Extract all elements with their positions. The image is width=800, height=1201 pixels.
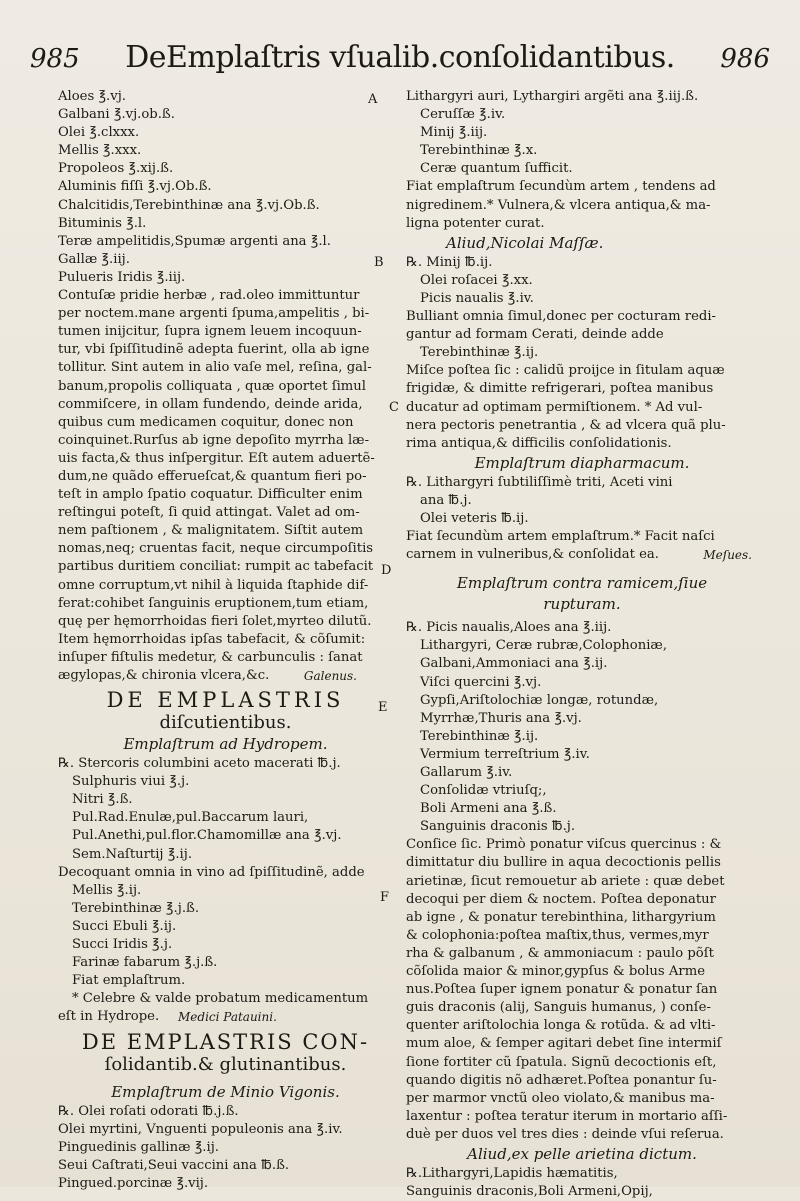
- text-line: quando digitis nõ adhæret.Poſtea ponantur ſu-: [406, 1072, 717, 1088]
- text-line: omne corruptum,vt nihil à liquida ſtaphide dif-: [58, 577, 369, 593]
- running-title: DeEmplaſtris vſualib.conſolidantibus.: [125, 40, 675, 75]
- text-line: Lithargyri auri, Lythargiri argẽti ana ℥.iij.ß.: [406, 89, 699, 104]
- source-mesues: Meſues.: [703, 548, 752, 563]
- text-line: Fiat emplaſtrum.: [72, 973, 186, 989]
- text-line: gantur ad formam Cerati, deinde adde: [406, 327, 664, 343]
- text-line: frigidæ, & dimitte refrigerari, poſtea manibus: [406, 381, 714, 397]
- section-heading-emplastris: DE EMPLASTRIS: [106, 688, 345, 713]
- text-line: Terebinthinæ ℥.x.: [420, 143, 538, 159]
- margin-letter-d: D: [381, 563, 392, 578]
- text-line: Galbani,Ammoniaci ana ℥.ij.: [420, 656, 608, 672]
- recipe-title-minio: Emplaſtrum de Minio Vigonis.: [111, 1082, 340, 1101]
- text-line: decoqui per diem & noctem. Poſtea deponatur: [406, 891, 716, 907]
- text-line: ferat:cohibet ſanguinis eruptionem,tum etiam,: [58, 595, 369, 611]
- text-line: Mellis ℥.xxx.: [58, 143, 142, 159]
- text-line: Succi Ebuli ℥.ij.: [72, 918, 177, 934]
- text-line: tur, vbi ſpiſſitudinẽ adepta fuerint, olla ab igne: [58, 342, 370, 358]
- text-line: partibus duritiem conciliat: rumpit ac tabefacit: [58, 559, 374, 575]
- text-line: mum aloe, & ſemper agitari debet ſine intermiſ: [406, 1036, 722, 1052]
- text-line: ducatur ad optimam permiſtionem. * Ad vul-: [406, 399, 703, 415]
- text-line: nem paſtionem , & malignitatem. Siſtit autem: [58, 523, 364, 539]
- text-line: Succi Iridis ℥.j.: [72, 937, 173, 953]
- text-line: Decoquant omnia in vino ad ſpiſſitudinẽ, adde: [58, 864, 365, 880]
- text-line: guis draconis (alij, Sanguis humanus, ) conſe-: [406, 1000, 711, 1016]
- text-line: nomas,neq; cruentas facit, neque circumpoſitis: [58, 541, 374, 557]
- text-line: Bituminis ℥.l.: [58, 215, 147, 231]
- text-line: Pul.Rad.Enulæ,pul.Baccarum lauri,: [72, 810, 309, 826]
- text-line: Aloes ℥.vj.: [58, 89, 126, 104]
- margin-letter-e: E: [378, 700, 388, 715]
- recipe-title-diapharmacum: Emplaſtrum diapharmacum.: [474, 453, 690, 472]
- text-line: Item hęmorrhoidas ipſas tabefacit, & cõſumit:: [58, 631, 366, 647]
- text-line: commiſcere, in ollam fundendo, deinde arida,: [58, 396, 363, 412]
- right-column: [406, 88, 758, 1201]
- text-line: Farinæ fabarum ℥.j.ß.: [72, 955, 218, 971]
- recipe-block-ramicem: [406, 619, 758, 1144]
- text-line: Gypſi,Ariſtolochiæ longæ, rotundæ,: [420, 692, 659, 708]
- text-line: Pinguedinis gallinæ ℥.ij.: [58, 1139, 219, 1155]
- recipe-title-nicolai: Aliud,Nicolai Maſſæ.: [446, 233, 604, 252]
- text-line: quę per hęmorrhoidas fieri ſolet,myrteo dilutũ.: [58, 613, 372, 629]
- recipe-block-minio: [58, 1103, 393, 1193]
- margin-letter-a: A: [368, 92, 378, 107]
- recipe-block-hydropem: [58, 755, 393, 1026]
- text-line: banum,propolis colliquata , quæ oportet ſimul: [58, 378, 367, 394]
- section-subheading-glutinantibus: ſolidantib.& glutinantibus.: [104, 1053, 347, 1075]
- text-line: duè per duos vel tres dies : deinde vſui reſerua.: [406, 1126, 724, 1142]
- text-line: ℞. Minij ℔.ij.: [406, 254, 493, 270]
- text-line: Galbani ℥.vj.ob.ß.: [58, 107, 175, 123]
- text-line: Gallæ ℥.iij.: [58, 251, 130, 267]
- text-line: Mellis ℥.ij.: [72, 882, 142, 898]
- text-line: dimittatur diu bullire in aqua decoctionis pellis: [406, 855, 721, 871]
- text-line: Chalcitidis,Terebinthinæ ana ℥.vj.Ob.ß.: [58, 197, 320, 213]
- text-line: & colophonia:poſtea maſtix,thus, vermes,myr: [406, 927, 709, 943]
- text-line: nus.Poſtea ſuper ignem ponatur & ponatur ſan: [406, 982, 718, 998]
- text-line: Seui Caſtrati,Seui vaccini ana ℔.ß.: [58, 1157, 290, 1173]
- text-line: Miſce poſtea ſic : calidũ proijce in ſitulam aquæ: [406, 363, 725, 379]
- text-line: nigredinem.* Vulnera,& vlcera antiqua,& ma-: [406, 197, 711, 213]
- text-line: nera pectoris penetrantia , & ad vlcera quã plu-: [406, 417, 726, 433]
- text-line: ℞.Lithargyri,Lapidis hæmatitis,: [406, 1165, 618, 1181]
- text-line: per noctem.mane argenti ſpuma,ampelitis , bi-: [58, 306, 370, 322]
- text-line: Boli Armeni ana ℥.ß.: [420, 801, 557, 817]
- text-line: ℞. Olei roſati odorati ℔.j.ß.: [58, 1103, 239, 1119]
- recipe-title-ramicem-2: rupturam.: [543, 595, 621, 614]
- recipe-title-hydropem: Emplaſtrum ad Hydropem.: [123, 735, 328, 754]
- text-line: Sanguinis draconis,Boli Armeni,Opij,: [406, 1184, 653, 1200]
- text-line: Fiat ſecundùm artem emplaſtrum.* Facit naſci: [406, 529, 715, 545]
- text-line: Gallarum ℥.iv.: [420, 765, 513, 780]
- recipe-block-nicolai: [406, 254, 758, 453]
- recipe-block-minio-cont: [406, 88, 758, 233]
- text-line: Aluminis fiſſi ℥.vj.Ob.ß.: [58, 179, 212, 195]
- text-line: ægylopas,& chironia vlcera,&c.: [58, 668, 270, 683]
- text-line: ligna potenter curat.: [406, 215, 545, 231]
- text-line: ab igne , & ponatur terebinthina, lithargyrium: [406, 909, 716, 925]
- text-line: ana ℔.j.: [420, 492, 472, 508]
- text-line: Terebinthinæ ℥.ij.: [420, 345, 539, 361]
- text-line: Terebinthinæ ℥.j.ß.: [72, 900, 200, 916]
- text-line: Myrrhæ,Thuris ana ℥.vj.: [420, 710, 582, 726]
- text-line: per marmor vnctũ oleo violato,& manibus ma-: [406, 1090, 715, 1106]
- text-line: quibus cum medicamen coquitur, donec non: [58, 414, 354, 430]
- section-subheading-discutientibus: diſcutientibus.: [159, 712, 292, 734]
- margin-letter-b: B: [374, 255, 384, 270]
- text-line: Ceruſſæ ℥.iv.: [420, 107, 506, 123]
- recipe-block-arietina: [406, 1165, 758, 1201]
- text-line: Sanguinis draconis ℔.j.: [420, 819, 576, 835]
- text-line: Picis naualis ℥.iv.: [420, 290, 534, 306]
- text-line: tollitur. Sint autem in alio vaſe mel, reſina, gal-: [58, 360, 372, 376]
- text-line: ſione fortiter cũ ſpatula. Signũ decoctionis eſt,: [406, 1054, 717, 1070]
- text-line: coinquinet.Rurſus ab igne depoſito myrrha læ-: [58, 432, 370, 448]
- text-line: Olei myrtini, Vnguenti populeonis ana ℥.iv.: [58, 1121, 343, 1137]
- text-line: carnem in vulneribus,& conſolidat ea.: [406, 547, 659, 563]
- text-line: Viſci quercini ℥.vj.: [420, 674, 542, 690]
- text-line: uis facta,& thus inſpergitur. Eſt autem aduertẽ-: [58, 450, 375, 466]
- text-line: Lithargyri, Ceræ rubræ,Colophoniæ,: [420, 638, 668, 654]
- text-line: Teræ ampelitidis,Spumæ argenti ana ℥.l.: [58, 233, 331, 249]
- text-line: Fiat emplaſtrum ſecundùm artem , tendens ad: [406, 179, 716, 195]
- text-line: Minij ℥.iij.: [420, 125, 488, 141]
- text-line: * Celebre & valde probatum medicamentum: [72, 991, 369, 1007]
- text-line: tumen inijcitur, ſupra ignem leuem incoquun-: [58, 324, 362, 340]
- text-line: ℞. Stercoris columbini aceto macerati ℔.j.: [58, 756, 341, 772]
- text-line: Contuſæ pridie herbæ , rad.oleo immittuntur: [58, 288, 360, 304]
- text-line: dum,ne quãdo efferueſcat,& quantum fieri po-: [58, 468, 367, 484]
- text-line: Pul.Anethi,pul.flor.Chamomillæ ana ℥.vj.: [72, 828, 342, 844]
- text-line: Pulueris Iridis ℥.iij.: [58, 269, 186, 285]
- page-number-left: 985: [30, 44, 80, 74]
- margin-letter-c: C: [389, 400, 399, 415]
- text-line: rima antiqua,& difficilis conſolidationis.: [406, 435, 672, 451]
- text-line: Olei veteris ℔.ij.: [420, 510, 529, 526]
- text-line: rha & galbanum , & ammoniacum : paulo põſt: [406, 945, 714, 961]
- section-heading-consolidantibus: DE EMPLASTRIS CON-: [81, 1029, 370, 1054]
- text-line: inſuper fiſtulis medetur, & carbunculis : ſanat: [58, 649, 363, 665]
- source-galenus: Galenus.: [303, 669, 357, 683]
- text-line: Bulliant omnia ſimul,donec per cocturam redi-: [406, 309, 716, 325]
- text-line: Sulphuris viui ℥.j.: [72, 774, 190, 790]
- text-line: Conſolidæ vtriuſq;,: [420, 783, 547, 799]
- text-line: Ceræ quantum ſufficit.: [420, 161, 573, 177]
- recipe-title-arietina: Aliud,ex pelle arietina dictum.: [467, 1144, 697, 1163]
- text-line: arietinæ, ſicut remouetur ab ariete : quæ debet: [406, 873, 725, 889]
- text-line: Conſice ſic. Primò ponatur viſcus quercinus : &: [406, 837, 722, 853]
- text-line: laxentur : poſtea teratur iterum in mortario aſſi-: [406, 1108, 728, 1124]
- text-line: Sem.Naſturtij ℥.ij.: [72, 846, 193, 862]
- text-line: eſt in Hydrope.: [58, 1009, 160, 1025]
- page-number-right: 986: [720, 44, 770, 74]
- left-column: [58, 88, 393, 1193]
- text-line: Olei ℥.clxxx.: [58, 125, 140, 141]
- text-line: Pingued.porcinæ ℥.vij.: [58, 1175, 209, 1191]
- text-line: ℞. Lithargyri ſubtiliſſimè triti, Aceti vini: [406, 474, 673, 490]
- text-line: cõſolida maior & minor,gypſus & bolus Arme: [406, 964, 706, 980]
- text-line: ℞. Picis naualis,Aloes ana ℥.iij.: [406, 620, 612, 636]
- text-line: Terebinthinæ ℥.ij.: [420, 728, 539, 744]
- text-line: Vermium terreſtrium ℥.iv.: [420, 746, 590, 762]
- recipe-block-basilicon: [58, 88, 393, 685]
- text-line: teſt in amplo ſpatio coquatur. Difficulter enim: [58, 487, 363, 503]
- text-line: Olei roſacei ℥.xx.: [420, 272, 533, 288]
- recipe-title-ramicem: Emplaſtrum contra ramicem,ſiue: [456, 574, 708, 593]
- page-header: [30, 40, 770, 80]
- text-line: Propoleos ℥.xij.ß.: [58, 161, 174, 177]
- text-line: reſtingui poteſt, ſi quid attingat. Valet ad om-: [58, 505, 360, 521]
- text-line: quenter ariſtolochia longa & rotũda. & ad vlti-: [406, 1018, 716, 1034]
- text-line: Nitri ℥.ß.: [72, 792, 133, 808]
- source-medici-patauini: Medici Patauini.: [178, 1010, 277, 1025]
- margin-letter-f: F: [380, 890, 390, 905]
